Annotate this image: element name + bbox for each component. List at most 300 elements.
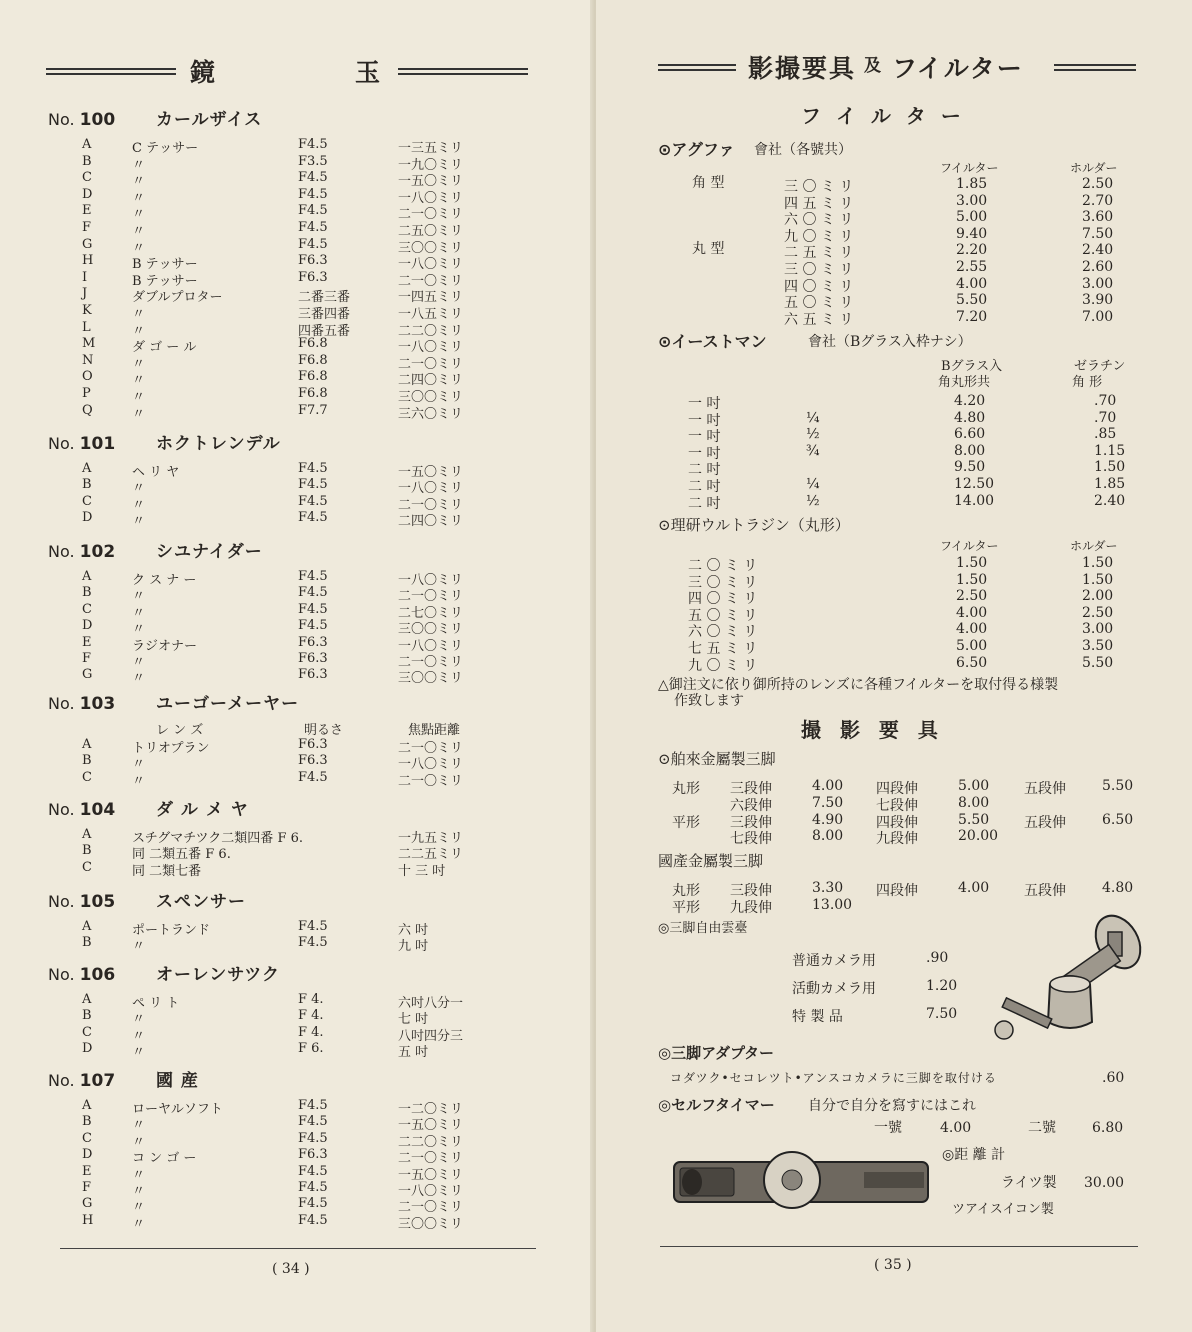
row-cell: 九段伸 bbox=[730, 900, 772, 916]
tripod-head-name: ◎三脚自由雲臺 bbox=[658, 921, 748, 936]
row-lens: 〃 bbox=[132, 224, 146, 239]
table-row bbox=[0, 353, 596, 372]
row-focal: 一九〇ミリ bbox=[398, 158, 464, 173]
page-title-join: 及 bbox=[864, 56, 881, 76]
row-price: .90 bbox=[926, 950, 949, 966]
section-no-value: 105 bbox=[79, 892, 116, 912]
row-aperture: F4.5 bbox=[298, 919, 328, 934]
row-cell: 5.50 bbox=[958, 812, 990, 828]
riken-name: ⊙理研ウルトラジン（丸形） bbox=[658, 516, 850, 534]
row-aperture: F4.5 bbox=[298, 203, 328, 218]
row-letter: A bbox=[82, 1098, 92, 1113]
row-aperture: F 4. bbox=[298, 1025, 324, 1040]
table-row bbox=[0, 1098, 596, 1117]
row-cell: 20.00 bbox=[958, 828, 999, 844]
section-maker-name: ユーゴーメーヤー bbox=[156, 694, 300, 714]
row-fraction: ¾ bbox=[806, 443, 820, 459]
timer-no1-price: 4.00 bbox=[940, 1120, 972, 1136]
row-size: 三 〇 ミ リ bbox=[688, 575, 758, 591]
row-gelatin-price: 1.15 bbox=[1094, 443, 1126, 459]
row-lens: 〃 bbox=[132, 589, 146, 604]
table-row bbox=[0, 369, 596, 388]
row-cell: 丸形 bbox=[672, 883, 700, 899]
section-maker-name: スペンサー bbox=[156, 892, 246, 912]
table-row bbox=[596, 176, 1192, 195]
row-filter-price: 4.00 bbox=[956, 276, 988, 292]
row-size: 二 吋 bbox=[688, 496, 721, 512]
row-focal: 一八〇ミリ bbox=[398, 639, 464, 654]
row-holder-price: 2.50 bbox=[1082, 605, 1114, 621]
table-row bbox=[596, 242, 1192, 261]
title-rule-right bbox=[1054, 64, 1136, 71]
row-aperture: F4.5 bbox=[298, 1098, 328, 1113]
row-letter: A bbox=[82, 827, 92, 842]
row-focal: 八吋四分三 bbox=[398, 1029, 464, 1044]
footer-rule bbox=[660, 1246, 1138, 1247]
row-fraction: ¼ bbox=[806, 410, 820, 426]
section-maker-name: カールザイス bbox=[156, 110, 263, 130]
section-no-label: No. bbox=[48, 110, 75, 129]
row-focal: 二一〇ミリ bbox=[398, 741, 464, 756]
row-letter: L bbox=[82, 320, 91, 335]
section-no-value: 104 bbox=[79, 800, 116, 820]
title-rule-right bbox=[398, 68, 528, 75]
row-size: 五 〇 ミ リ bbox=[784, 295, 854, 311]
table-row bbox=[0, 860, 596, 879]
row-letter: C bbox=[82, 860, 92, 875]
row-letter: N bbox=[82, 353, 94, 368]
row-cell: 七段伸 bbox=[876, 798, 918, 814]
row-filter-price: 1.50 bbox=[956, 555, 988, 571]
row-focal: 二一〇ミリ bbox=[398, 274, 464, 289]
row-filter-price: 5.00 bbox=[956, 209, 988, 225]
row-size: 二 五 ミ リ bbox=[784, 245, 854, 261]
row-letter: M bbox=[82, 336, 96, 351]
table-row bbox=[0, 1041, 596, 1060]
row-focal: 二一〇ミリ bbox=[398, 357, 464, 372]
section-number bbox=[48, 802, 115, 819]
sub-aperture: 明るさ bbox=[304, 723, 344, 738]
row-lens: 〃 bbox=[132, 407, 146, 422]
table-row bbox=[0, 1131, 596, 1150]
row-lens: 〃 bbox=[132, 514, 146, 529]
row-filter-price: 7.20 bbox=[956, 309, 988, 325]
row-aperture: F6.3 bbox=[298, 737, 328, 752]
row-aperture: F6.8 bbox=[298, 353, 328, 368]
range-finder-name: ◎距 離 計 bbox=[942, 1147, 1006, 1163]
row-letter: E bbox=[82, 1164, 92, 1179]
tripod-head-illustration bbox=[990, 912, 1154, 1042]
row-aperture: 二番三番 bbox=[298, 290, 351, 305]
row-aperture: F6.3 bbox=[298, 1147, 328, 1162]
table-row bbox=[596, 621, 1192, 640]
row-lens: B テッサー bbox=[132, 257, 198, 272]
eastman-col-gelatin-sub: 角 形 bbox=[1072, 375, 1103, 390]
row-cell: 5.50 bbox=[1102, 778, 1134, 794]
row-filter-price: 3.00 bbox=[956, 193, 988, 209]
row-focal: 二一〇ミリ bbox=[398, 1151, 464, 1166]
row-cell: 四段伸 bbox=[876, 883, 918, 899]
row-filter-price: 2.20 bbox=[956, 242, 988, 258]
row-letter: F bbox=[82, 220, 92, 235]
section-number bbox=[48, 894, 115, 911]
row-lens: 〃 bbox=[132, 390, 146, 405]
table-row bbox=[596, 828, 1192, 847]
row-size: 二 吋 bbox=[688, 462, 721, 478]
table-row bbox=[596, 309, 1192, 328]
row-focal: 一五〇ミリ bbox=[398, 1168, 464, 1183]
right-page bbox=[596, 0, 1192, 1332]
row-focal: 一八〇ミリ bbox=[398, 481, 464, 496]
row-lens: 〃 bbox=[132, 1045, 146, 1060]
table-row bbox=[0, 220, 596, 239]
row-lens: 〃 bbox=[132, 1217, 146, 1232]
row-lens: 〃 bbox=[132, 939, 146, 954]
table-row bbox=[0, 154, 596, 173]
row-size: 九 〇 ミ リ bbox=[688, 658, 758, 674]
table-row bbox=[596, 259, 1192, 278]
row-letter: D bbox=[82, 510, 93, 525]
row-gelatin-price: 2.40 bbox=[1094, 493, 1126, 509]
title-rule-left bbox=[46, 68, 176, 75]
row-lens: ダブルプロター bbox=[132, 290, 223, 305]
table-row bbox=[0, 336, 596, 355]
row-letter: E bbox=[82, 203, 92, 218]
table-row bbox=[596, 410, 1192, 429]
row-cell: 五段伸 bbox=[1024, 781, 1066, 797]
agfa-col-filter: フイルター bbox=[940, 161, 999, 175]
table-row bbox=[0, 461, 596, 480]
table-row bbox=[0, 919, 596, 938]
row-focal: 三〇〇ミリ bbox=[398, 1217, 464, 1232]
page-title-lens-a: 鏡 bbox=[190, 58, 218, 87]
row-cell: 4.80 bbox=[1102, 880, 1134, 896]
row-focal: 七 吋 bbox=[398, 1012, 429, 1027]
row-letter: E bbox=[82, 635, 92, 650]
row-glass-price: 14.00 bbox=[954, 493, 995, 509]
tripod1-name: ⊙舶來金屬製三脚 bbox=[658, 750, 776, 768]
row-aperture: F4.5 bbox=[298, 220, 328, 235]
row-gelatin-price: .85 bbox=[1094, 426, 1117, 442]
row-lens: 〃 bbox=[132, 757, 146, 772]
row-lens: 〃 bbox=[132, 241, 146, 256]
row-size: 三 〇 ミ リ bbox=[784, 179, 854, 195]
table-row bbox=[596, 588, 1192, 607]
section-number bbox=[48, 1073, 115, 1090]
row-holder-price: 2.40 bbox=[1082, 242, 1114, 258]
row-cell: 五段伸 bbox=[1024, 815, 1066, 831]
row-lens: トリオプラン bbox=[132, 741, 210, 756]
row-focal: 一八〇ミリ bbox=[398, 573, 464, 588]
page-number: ( 34 ) bbox=[272, 1261, 310, 1277]
row-size: 四 〇 ミ リ bbox=[784, 279, 854, 295]
row-use: 普通カメラ用 bbox=[792, 953, 876, 969]
row-gelatin-price: .70 bbox=[1094, 410, 1117, 426]
row-letter: B bbox=[82, 753, 92, 768]
row-aperture: F4.5 bbox=[298, 137, 328, 152]
tools-heading: 撮 影 要 具 bbox=[801, 718, 944, 742]
row-focal: 三六〇ミリ bbox=[398, 407, 464, 422]
row-size: 六 〇 ミ リ bbox=[784, 212, 854, 228]
row-cell: 三段伸 bbox=[730, 883, 772, 899]
table-row bbox=[0, 137, 596, 156]
row-aperture: 三番四番 bbox=[298, 307, 351, 322]
row-aperture: F4.5 bbox=[298, 510, 328, 525]
table-row bbox=[0, 602, 596, 621]
row-letter: A bbox=[82, 569, 92, 584]
eastman-suffix: 會社（Bグラス入枠ナシ） bbox=[808, 334, 972, 350]
row-letter: C bbox=[82, 770, 92, 785]
row-focal: 二二〇ミリ bbox=[398, 324, 464, 339]
row-letter: B bbox=[82, 1114, 92, 1129]
agfa-col-holder: ホルダー bbox=[1070, 161, 1118, 175]
row-cell: 七段伸 bbox=[730, 831, 772, 847]
table-row bbox=[596, 193, 1192, 212]
row-cell: 4.00 bbox=[958, 880, 990, 896]
row-size: 五 〇 ミ リ bbox=[688, 608, 758, 624]
row-holder-price: 1.50 bbox=[1082, 572, 1114, 588]
row-cell: 四段伸 bbox=[876, 815, 918, 831]
timer-desc: 自分で自分を寫すにはこれ bbox=[808, 1098, 976, 1114]
row-focal: 二一〇ミリ bbox=[398, 207, 464, 222]
table-row bbox=[0, 253, 596, 272]
section-no-value: 107 bbox=[79, 1071, 116, 1091]
row-focal: 一八〇ミリ bbox=[398, 757, 464, 772]
row-focal: 一三五ミリ bbox=[398, 141, 464, 156]
row-focal: 一五〇ミリ bbox=[398, 465, 464, 480]
section-number bbox=[48, 967, 115, 984]
row-aperture: F4.5 bbox=[298, 461, 328, 476]
row-size: 一 吋 bbox=[688, 429, 721, 445]
row-lens: ポートランド bbox=[132, 923, 211, 938]
row-aperture: F3.5 bbox=[298, 154, 328, 169]
row-aperture: F6.3 bbox=[298, 270, 328, 285]
row-letter: G bbox=[82, 667, 93, 682]
row-holder-price: 3.90 bbox=[1082, 292, 1114, 308]
agfa-suffix: 會社（各號共） bbox=[754, 142, 852, 158]
range-zeiss-label: ツアイスイコン製 bbox=[952, 1202, 1054, 1217]
row-letter: O bbox=[82, 369, 93, 384]
row-letter: F bbox=[82, 651, 92, 666]
section-number bbox=[48, 696, 115, 713]
agfa-square-type: 角 型 bbox=[692, 175, 725, 191]
row-price: 7.50 bbox=[926, 1006, 958, 1022]
section-no-label: No. bbox=[48, 542, 75, 561]
row-aperture: F6.3 bbox=[298, 253, 328, 268]
row-aperture: F6.3 bbox=[298, 651, 328, 666]
section-no-value: 103 bbox=[79, 694, 116, 714]
row-focal: 二七〇ミリ bbox=[398, 606, 464, 621]
table-row bbox=[0, 1213, 596, 1232]
row-lens: 〃 bbox=[132, 373, 146, 388]
row-focal: 二一〇ミリ bbox=[398, 774, 464, 789]
row-focal: 一八五ミリ bbox=[398, 307, 464, 322]
section-no-label: No. bbox=[48, 892, 75, 911]
row-letter: C bbox=[82, 1131, 92, 1146]
row-focal: 三〇〇ミリ bbox=[398, 671, 464, 686]
row-glass-price: 4.80 bbox=[954, 410, 986, 426]
row-focal: 二二〇ミリ bbox=[398, 1135, 464, 1150]
row-gelatin-price: 1.50 bbox=[1094, 459, 1126, 475]
page-title-lens-b: 玉 bbox=[355, 58, 383, 87]
row-holder-price: 7.50 bbox=[1082, 226, 1114, 242]
row-letter: B bbox=[82, 1008, 92, 1023]
row-lens: 〃 bbox=[132, 1029, 146, 1044]
row-focal: 六 吋 bbox=[398, 923, 429, 938]
row-filter-price: 5.50 bbox=[956, 292, 988, 308]
table-row bbox=[596, 426, 1192, 445]
row-cell: 三段伸 bbox=[730, 815, 772, 831]
row-letter: C bbox=[82, 602, 92, 617]
row-holder-price: 3.50 bbox=[1082, 638, 1114, 654]
row-focal: 二一〇ミリ bbox=[398, 589, 464, 604]
row-size: 一 吋 bbox=[688, 413, 721, 429]
row-fraction: ¼ bbox=[806, 476, 820, 492]
table-row bbox=[596, 655, 1192, 674]
table-row bbox=[0, 170, 596, 189]
row-filter-price: 2.55 bbox=[956, 259, 988, 275]
table-row bbox=[596, 605, 1192, 624]
row-letter: A bbox=[82, 737, 92, 752]
row-focal: 一五〇ミリ bbox=[398, 1118, 464, 1133]
row-lens: 〃 bbox=[132, 498, 146, 513]
row-focal: 二一〇ミリ bbox=[398, 1200, 464, 1215]
row-focal: 三〇〇ミリ bbox=[398, 622, 464, 637]
section-no-label: No. bbox=[48, 965, 75, 984]
row-filter-price: 2.50 bbox=[956, 588, 988, 604]
filter-heading: フ イ ル タ ー bbox=[801, 104, 965, 128]
row-size: 九 〇 ミ リ bbox=[784, 229, 854, 245]
row-focal: 一四五ミリ bbox=[398, 290, 464, 305]
row-lens: 〃 bbox=[132, 655, 146, 670]
row-letter: G bbox=[82, 1196, 93, 1211]
row-cell: 6.50 bbox=[1102, 812, 1134, 828]
row-letter: H bbox=[82, 253, 94, 268]
table-row bbox=[596, 812, 1192, 831]
row-cell: 8.00 bbox=[958, 795, 990, 811]
row-focal: 一八〇ミリ bbox=[398, 1184, 464, 1199]
row-holder-price: 2.70 bbox=[1082, 193, 1114, 209]
row-letter: A bbox=[82, 137, 92, 152]
row-lens: 同 二類五番 F 6. bbox=[132, 847, 231, 862]
row-cell: 平形 bbox=[672, 815, 700, 831]
row-holder-price: 7.00 bbox=[1082, 309, 1114, 325]
row-gelatin-price: .70 bbox=[1094, 393, 1117, 409]
row-aperture: F4.5 bbox=[298, 187, 328, 202]
row-aperture: F 4. bbox=[298, 1008, 324, 1023]
row-aperture: F6.3 bbox=[298, 753, 328, 768]
row-holder-price: 3.60 bbox=[1082, 209, 1114, 225]
row-holder-price: 2.00 bbox=[1082, 588, 1114, 604]
row-holder-price: 3.00 bbox=[1082, 621, 1114, 637]
table-row bbox=[0, 753, 596, 772]
row-lens: 〃 bbox=[132, 307, 146, 322]
row-aperture: F6.3 bbox=[298, 635, 328, 650]
section-maker-name: ダ ル メ ヤ bbox=[156, 800, 249, 820]
table-row bbox=[0, 770, 596, 789]
page-number: ( 35 ) bbox=[874, 1257, 912, 1273]
row-cell: 4.90 bbox=[812, 812, 844, 828]
riken-col-holder: ホルダー bbox=[1070, 539, 1118, 553]
sub-lens: レ ン ズ bbox=[156, 723, 204, 738]
row-lens: ヘ リ ヤ bbox=[132, 465, 180, 480]
row-focal: 一八〇ミリ bbox=[398, 257, 464, 272]
tripod2-name: 國產金屬製三脚 bbox=[658, 852, 764, 870]
row-letter: D bbox=[82, 618, 93, 633]
row-letter: A bbox=[82, 992, 92, 1007]
row-lens: 〃 bbox=[132, 1200, 146, 1215]
row-focal: 二一〇ミリ bbox=[398, 655, 464, 670]
riken-col-filter: フイルター bbox=[940, 539, 999, 553]
table-row bbox=[596, 795, 1192, 814]
table-row bbox=[0, 843, 596, 862]
row-letter: I bbox=[82, 270, 88, 285]
row-letter: B bbox=[82, 843, 92, 858]
row-aperture: F4.5 bbox=[298, 477, 328, 492]
row-holder-price: 2.50 bbox=[1082, 176, 1114, 192]
table-row bbox=[0, 992, 596, 1011]
row-letter: H bbox=[82, 1213, 94, 1228]
table-row bbox=[596, 555, 1192, 574]
row-letter: B bbox=[82, 477, 92, 492]
table-row bbox=[0, 1164, 596, 1183]
row-lens: 〃 bbox=[132, 357, 146, 372]
section-subheader bbox=[0, 719, 596, 738]
table-row bbox=[0, 1147, 596, 1166]
row-lens: 〃 bbox=[132, 622, 146, 637]
table-row bbox=[0, 187, 596, 206]
row-focal: 九 吋 bbox=[398, 939, 429, 954]
row-letter: D bbox=[82, 187, 93, 202]
row-lens: スチグマチツク二類四番 F 6. bbox=[132, 831, 303, 846]
table-row bbox=[596, 572, 1192, 591]
section-maker-name: 國 産 bbox=[156, 1071, 199, 1091]
row-letter: A bbox=[82, 461, 92, 476]
eastman-col-glass: Bグラス入 bbox=[941, 359, 1003, 374]
row-glass-price: 4.20 bbox=[954, 393, 986, 409]
table-row bbox=[596, 292, 1192, 311]
row-holder-price: 5.50 bbox=[1082, 655, 1114, 671]
section-no-label: No. bbox=[48, 434, 75, 453]
self-timer-illustration bbox=[668, 1150, 940, 1212]
row-aperture: F4.5 bbox=[298, 618, 328, 633]
row-aperture: F4.5 bbox=[298, 170, 328, 185]
row-aperture: F4.5 bbox=[298, 1180, 328, 1195]
row-holder-price: 2.60 bbox=[1082, 259, 1114, 275]
table-row bbox=[0, 203, 596, 222]
row-focal: 二四〇ミリ bbox=[398, 514, 464, 529]
row-fraction: ½ bbox=[806, 426, 820, 442]
row-aperture: F4.5 bbox=[298, 569, 328, 584]
row-filter-price: 9.40 bbox=[956, 226, 988, 242]
timer-no2-price: 6.80 bbox=[1092, 1120, 1124, 1136]
table-row bbox=[0, 635, 596, 654]
table-row bbox=[0, 1008, 596, 1027]
agfa-round-type: 丸 型 bbox=[692, 241, 725, 257]
row-size: 二 〇 ミ リ bbox=[688, 558, 758, 574]
eastman-col-gelatin: ゼラチン bbox=[1074, 359, 1126, 374]
table-row bbox=[0, 1180, 596, 1199]
row-lens: 〃 bbox=[132, 671, 146, 686]
row-aperture: F4.5 bbox=[298, 237, 328, 252]
table-row bbox=[596, 443, 1192, 462]
row-lens: 〃 bbox=[132, 1135, 146, 1150]
row-holder-price: 1.50 bbox=[1082, 555, 1114, 571]
row-cell: 平形 bbox=[672, 900, 700, 916]
table-row bbox=[0, 1025, 596, 1044]
row-focal: 五 吋 bbox=[398, 1045, 429, 1060]
row-cell: 六段伸 bbox=[730, 798, 772, 814]
